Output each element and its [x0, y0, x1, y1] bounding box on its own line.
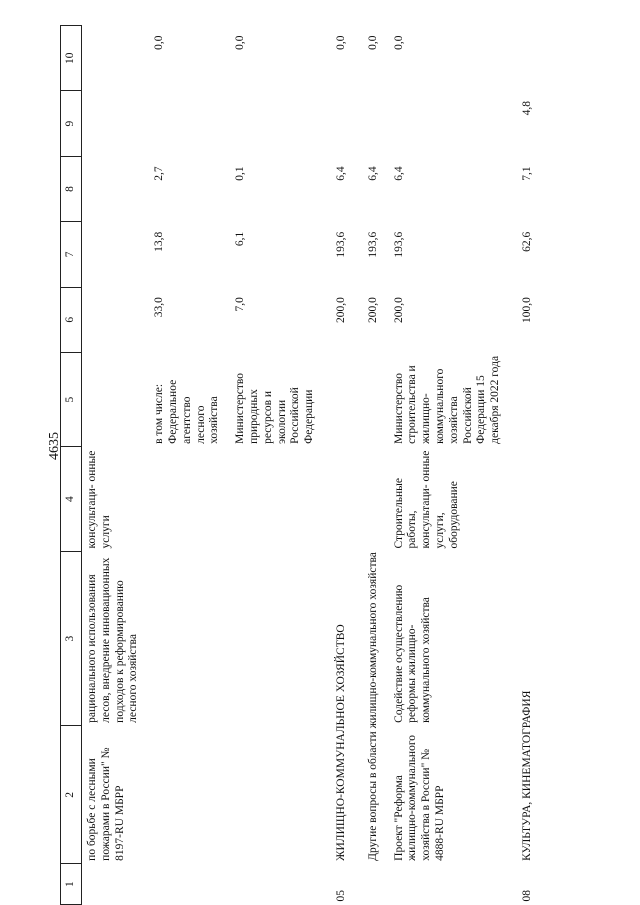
table-row [230, 26, 325, 905]
empty-cell [149, 551, 230, 725]
value-col7: 62,6 [520, 231, 533, 252]
rotated-table-sheet [60, 25, 630, 905]
section-row [325, 26, 357, 905]
project-purpose: Содействие осуществлению реформы жилищно-коммунального хозяйства [392, 584, 433, 723]
col-header-7: 7 [61, 222, 82, 287]
budget-table [60, 25, 543, 905]
value-col9 [230, 91, 325, 156]
empty-cell [82, 287, 150, 352]
work-type: Строительные работы, консультаци- онные услуги, оборудование [392, 450, 460, 549]
column-number-header [61, 26, 82, 905]
subsection-row [357, 26, 389, 905]
empty-cell [389, 864, 511, 905]
value-col9 [149, 91, 230, 156]
col-header-5: 5 [61, 352, 82, 446]
empty-cell [149, 447, 230, 552]
col-header-2: 2 [61, 726, 82, 864]
empty-cell [230, 447, 325, 552]
value-col9 [357, 91, 389, 156]
value-col8: 0,1 [234, 166, 247, 181]
col-header-3: 3 [61, 551, 82, 725]
value-col10 [511, 26, 543, 91]
value-col8: 6,4 [392, 166, 405, 181]
value-col8: 6,4 [334, 166, 347, 181]
empty-cell [357, 864, 389, 905]
value-col6: 100,0 [520, 297, 533, 323]
executor: в том числе: Федеральное агентство лесного хозяйства [153, 379, 221, 444]
executor: Министерство природных ресурсов и экологии Российской Федерации [234, 372, 316, 444]
value-col10: 0,0 [153, 35, 166, 50]
section-title: КУЛЬТУРА, КИНЕМАТОГРАФИЯ [520, 690, 533, 861]
value-col6: 7,0 [234, 297, 247, 312]
empty-cell [82, 91, 150, 156]
empty-cell [230, 551, 325, 725]
project-purpose: рационального использования лесов, внедрение инновационных подходов к реформированию лесного хозяйства [86, 557, 140, 723]
subsection-title: Другие вопросы в области жилищно-коммунального хозяйства [366, 552, 379, 861]
table-row [389, 26, 511, 905]
col-header-1: 1 [61, 864, 82, 905]
empty-cell [82, 222, 150, 287]
col-header-8: 8 [61, 156, 82, 221]
empty-cell [82, 26, 150, 91]
executor: Министерство строительства и жилищно-коммунального хозяйства Российской Федерации 15 декабря 2022 года [392, 355, 502, 444]
value-col7: 193,6 [366, 231, 379, 258]
empty-cell [149, 864, 230, 905]
empty-cell [82, 352, 150, 446]
page-number: 4635 [47, 432, 62, 460]
work-type: консультаци- онные услуги [86, 450, 112, 549]
empty-cell [230, 864, 325, 905]
value-col10: 0,0 [366, 35, 379, 50]
section-row [511, 26, 543, 905]
section-code: 08 [520, 890, 533, 902]
empty-cell [149, 726, 230, 864]
value-col6: 200,0 [334, 297, 347, 323]
empty-cell [82, 156, 150, 221]
value-col8: 7,1 [520, 166, 533, 181]
value-col10: 0,0 [234, 35, 247, 50]
value-col10: 0,0 [392, 35, 405, 50]
value-col8: 2,7 [153, 166, 166, 181]
col-header-4: 4 [61, 447, 82, 552]
row-code [82, 864, 150, 905]
empty-cell [230, 726, 325, 864]
value-col7: 193,6 [334, 231, 347, 258]
section-code: 05 [334, 890, 347, 902]
col-header-10: 10 [61, 26, 82, 91]
value-col7: 193,6 [392, 231, 405, 258]
col-header-9: 9 [61, 91, 82, 156]
value-col7: 13,8 [153, 231, 166, 252]
value-col6: 33,0 [153, 297, 166, 318]
value-col10: 0,0 [334, 35, 347, 50]
section-title: ЖИЛИЩНО-КОММУНАЛЬНОЕ ХОЗЯЙСТВО [334, 624, 347, 861]
project-name: по борьбе с лесными пожарами в России" № 8197-RU МБРР [86, 747, 126, 861]
value-col6: 200,0 [366, 297, 379, 323]
table-row [82, 26, 150, 905]
project-name: Проект "Реформа жилищно-коммунального хозяйства в России" № 4888-RU МБРР [392, 734, 446, 861]
col-header-6: 6 [61, 287, 82, 352]
value-col9: 4,8 [520, 100, 533, 116]
value-col8: 6,4 [366, 166, 379, 181]
value-col7: 6,1 [234, 231, 247, 247]
table-row [149, 26, 230, 905]
value-col9 [325, 91, 357, 156]
value-col9 [389, 91, 511, 156]
value-col6: 200,0 [392, 297, 405, 323]
